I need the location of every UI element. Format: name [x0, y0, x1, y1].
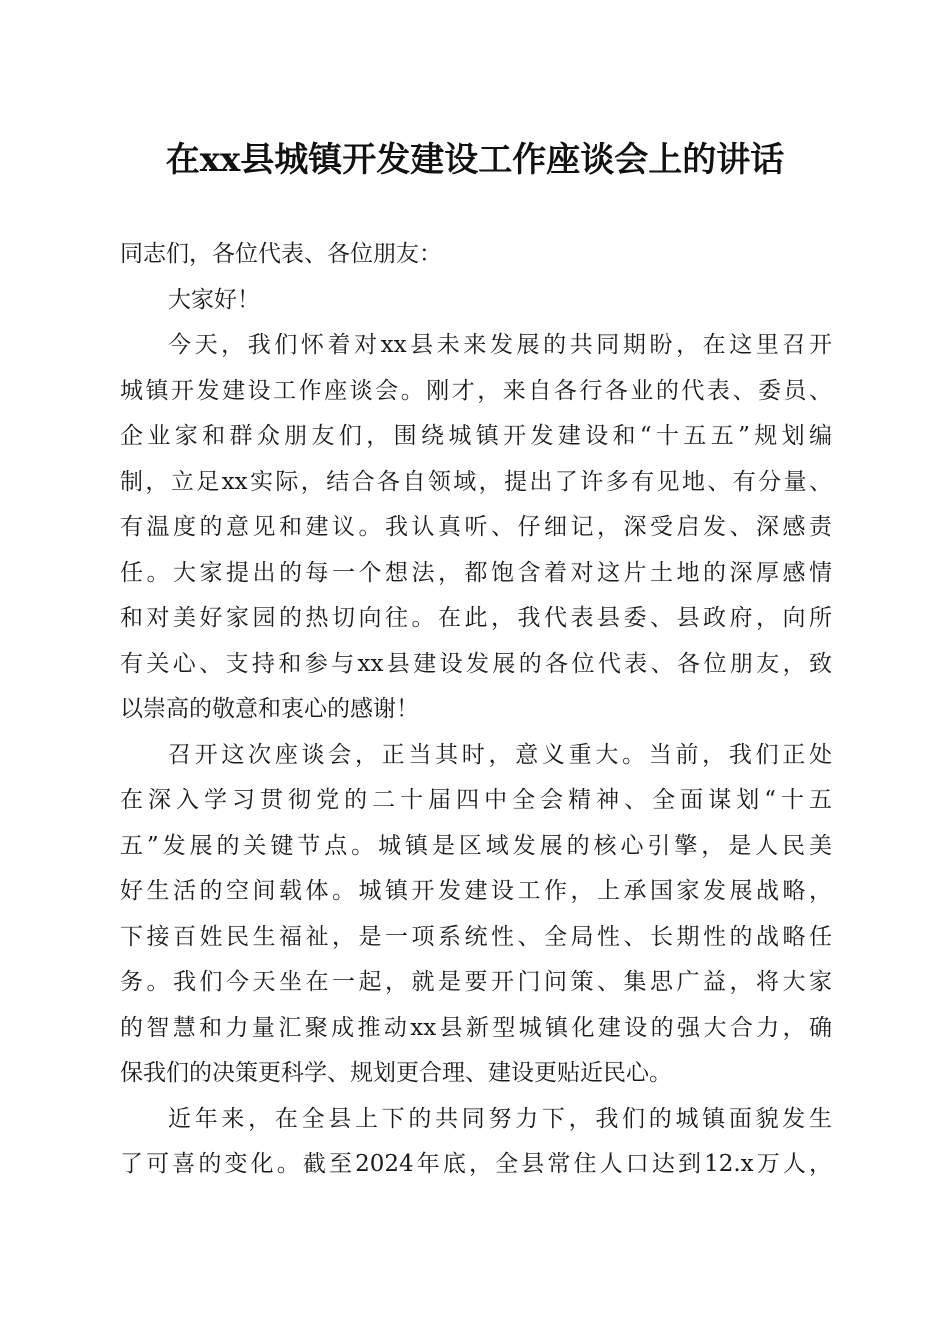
paragraph-line: 好生活的空间载体。城镇开发建设工作，上承国家发展战略， [120, 878, 832, 904]
paragraph-line: 下接百姓民生福祉，是一项系统性、全局性、长期性的战略任 [120, 923, 832, 950]
paragraph-3 [120, 1097, 832, 1188]
paragraph-line: 了可喜的变化。截至2024年底，全县常住人口达到12.x万人， [120, 1151, 832, 1177]
salutation: 同志们，各位代表、各位朋友： [120, 241, 442, 267]
paragraph-line: 以崇高的敬意和衷心的感谢！ [120, 696, 419, 722]
paragraph-line: 任。大家提出的每一个想法，都饱含着对这片土地的深厚感情 [120, 559, 832, 586]
greeting: 大家好！ [168, 286, 260, 313]
paragraph-line: 在深入学习贯彻党的二十届四中全会精神、全面谋划“十五 [120, 787, 832, 813]
paragraph-1 [120, 323, 832, 733]
paragraph-line: 五”发展的关键节点。城镇是区域发展的核心引擎，是人民美 [120, 832, 832, 859]
document-title: 在xx县城镇开发建设工作座谈会上的讲话 [165, 140, 785, 180]
paragraph-line: 和对美好家园的热切向往。在此，我代表县委、县政府，向所 [120, 605, 832, 631]
document-body [120, 232, 832, 1188]
paragraph-line: 召开这次座谈会，正当其时，意义重大。当前，我们正处 [168, 741, 832, 768]
paragraph-line: 的智慧和力量汇聚成推动xx县新型城镇化建设的强大合力，确 [120, 1014, 832, 1041]
paragraph-line: 企业家和群众朋友们，围绕城镇开发建设和“十五五”规划编 [120, 423, 832, 449]
paragraph-line: 有温度的意见和建议。我认真听、仔细记，深受启发、深感责 [120, 514, 832, 540]
paragraph-line: 近年来，在全县上下的共同努力下，我们的城镇面貌发生 [168, 1105, 832, 1132]
paragraph-line: 保我们的决策更科学、规划更合理、建设更贴近民心。 [120, 1060, 672, 1086]
paragraph-line: 城镇开发建设工作座谈会。刚才，来自各行各业的代表、委员、 [120, 377, 832, 404]
paragraph-line: 务。我们今天坐在一起，就是要开门问策、集思广益，将大家 [120, 969, 832, 995]
paragraph-line: 今天，我们怀着对xx县未来发展的共同期盼，在这里召开 [168, 332, 832, 358]
paragraph-line: 有关心、支持和参与xx县建设发展的各位代表、各位朋友，致 [120, 650, 832, 677]
paragraph-line: 制，立足xx实际，结合各自领域，提出了许多有见地、有分量、 [120, 468, 832, 495]
paragraph-2 [120, 733, 832, 1097]
